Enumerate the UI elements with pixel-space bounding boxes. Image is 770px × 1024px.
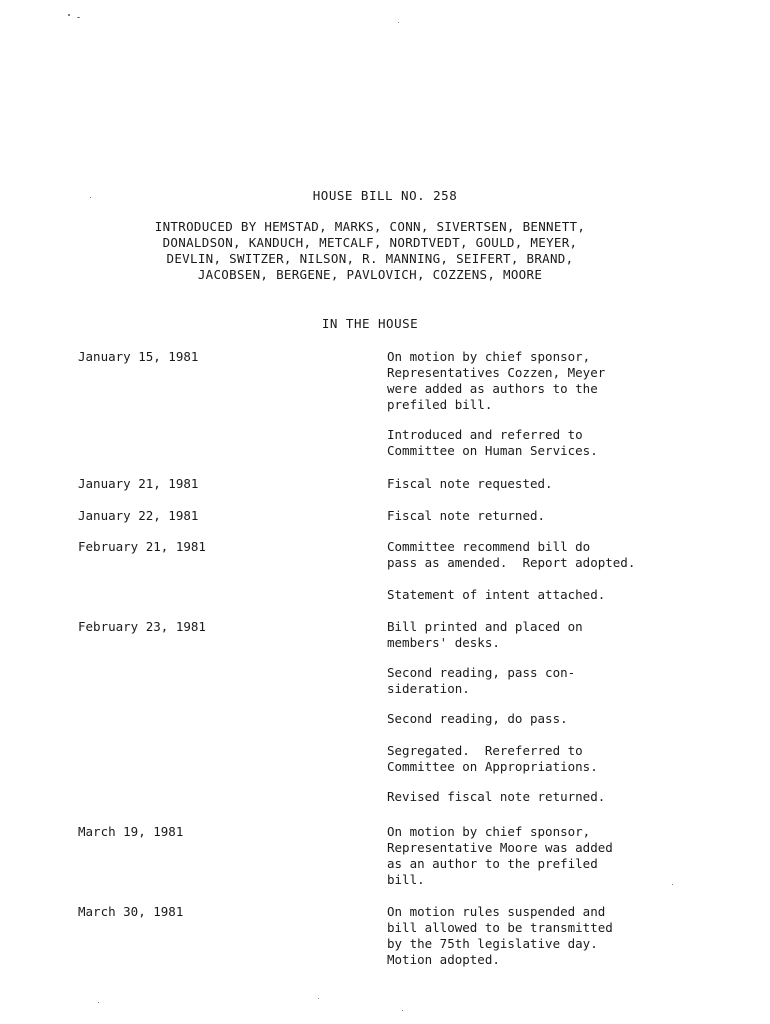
entry-date: March 19, 1981 [78, 824, 184, 839]
scan-speck [318, 998, 319, 999]
entry-actions [387, 508, 767, 524]
entry-date: February 21, 1981 [78, 539, 206, 554]
intro-line: INTRODUCED BY HEMSTAD, MARKS, CONN, SIVERTSEN, BENNETT, [154, 219, 586, 234]
entry-action: Introduced and referred to Committee on Human Services. [387, 427, 598, 458]
scan-speck [68, 14, 70, 16]
entry-date: January 22, 1981 [78, 508, 199, 523]
entry-date: January 21, 1981 [78, 476, 199, 491]
entry-action: Segregated. Rereferred to Committee on Appropriations. [387, 743, 598, 774]
section-heading: IN THE HOUSE [321, 316, 419, 331]
entry-action: On motion by chief sponsor, Representative Moore was added as an author to the prefiled bill. [387, 824, 613, 887]
intro-line: DEVLIN, SWITZER, NILSON, R. MANNING, SEIFERT, BRAND, [166, 251, 574, 266]
entry-action: Bill printed and placed on members' desks. [387, 619, 583, 650]
scan-speck [398, 22, 399, 23]
bill-title: HOUSE BILL NO. 258 [312, 188, 458, 203]
entry-action: Second reading, pass con- sideration. [387, 665, 576, 696]
entry-actions [387, 349, 767, 459]
entry-action: Revised fiscal note returned. [387, 789, 606, 804]
entry-date: March 30, 1981 [78, 904, 184, 919]
entry-action: Committee recommend bill do pass as amended. Report adopted. [387, 539, 636, 570]
entry-action: Fiscal note returned. [387, 508, 546, 523]
entry-action: Statement of intent attached. [387, 587, 606, 602]
entry-date: January 15, 1981 [78, 349, 199, 364]
entry-action: Second reading, do pass. [387, 711, 568, 726]
intro-line: JACOBSEN, BERGENE, PAVLOVICH, COZZENS, MOORE [197, 267, 543, 282]
entry-actions [387, 476, 767, 492]
entry-action: On motion rules suspended and bill allowed to be transmitted by the 75th legislative day. Motion adopted. [387, 904, 613, 967]
entry-actions [387, 539, 767, 603]
scan-speck [77, 17, 80, 18]
entry-date: February 23, 1981 [78, 619, 206, 634]
intro-line: DONALDSON, KANDUCH, METCALF, NORDTVEDT, GOULD, MEYER, [162, 235, 578, 250]
entry-actions [387, 619, 767, 805]
scan-speck [98, 1002, 99, 1003]
entry-actions [387, 904, 767, 968]
entry-actions [387, 824, 767, 888]
entry-action: On motion by chief sponsor, Representatives Cozzen, Meyer were added as authors to the prefiled bill. [387, 349, 606, 412]
scan-speck [402, 1010, 403, 1011]
introduced-by-block [0, 219, 740, 283]
entry-action: Fiscal note requested. [387, 476, 553, 491]
